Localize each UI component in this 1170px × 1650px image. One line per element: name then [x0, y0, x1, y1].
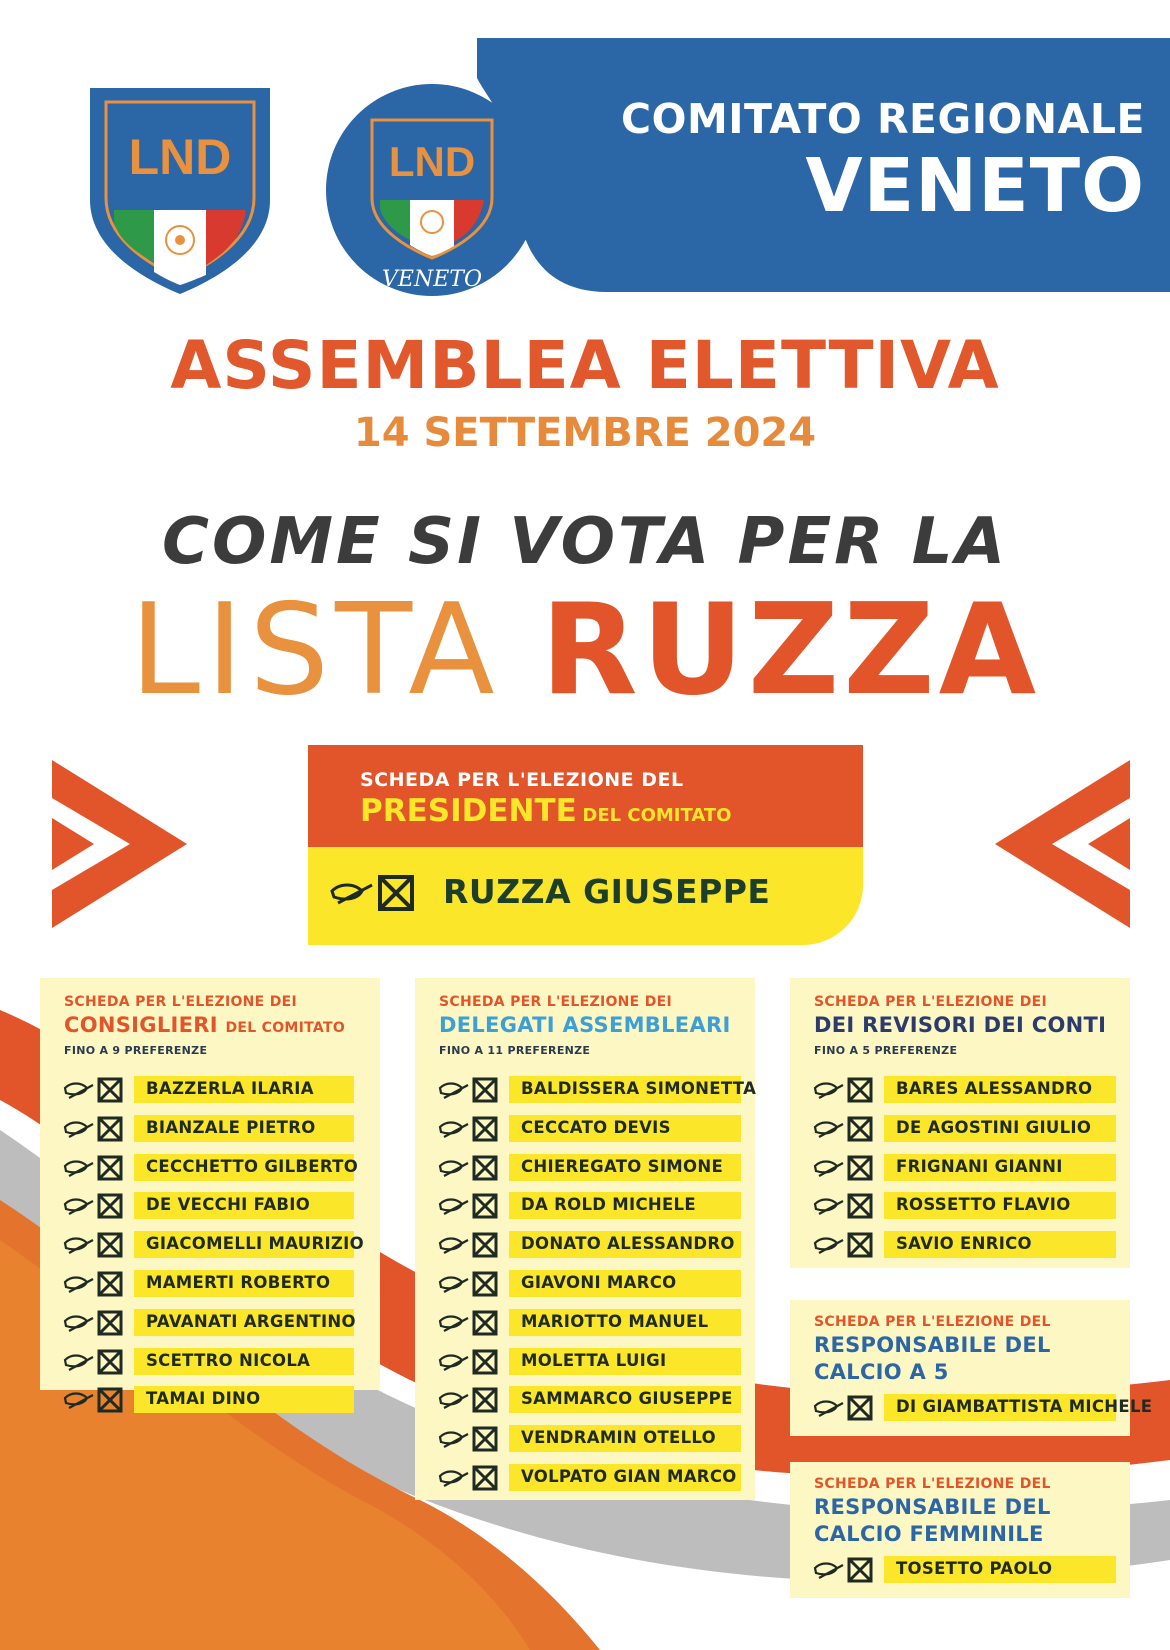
hand-with-pen-and-checkbox-icon — [437, 1464, 499, 1492]
hand-with-pen-and-checkbox-icon — [437, 1192, 499, 1220]
ballot-row — [415, 1229, 755, 1259]
event-date: 14 SETTEMBRE 2024 — [353, 410, 817, 456]
lnd-veneto-round-logo — [322, 80, 542, 300]
double-chevron-right-icon — [52, 760, 187, 928]
hand-with-pen-and-checkbox-icon — [437, 1231, 499, 1259]
candidate-name: CECCATO DEVIS — [521, 1117, 671, 1137]
candidate-bar — [509, 1154, 741, 1181]
femminile-ballot-panel — [790, 1462, 1130, 1598]
hand-with-pen-and-checkbox-icon — [437, 1115, 499, 1143]
candidate-bar — [509, 1270, 741, 1297]
lista-word: LISTA — [129, 576, 501, 723]
candidate-name: SAMMARCO GIUSEPPE — [521, 1389, 733, 1409]
hand-with-pen-and-checkbox-icon — [62, 1348, 124, 1376]
calcio5-head2 — [814, 1332, 1051, 1386]
round-logo-text: LND — [388, 138, 476, 185]
del-comitato-label: DEL COMITATO — [582, 805, 732, 826]
delegati-head1: SCHEDA PER L'ELEZIONE DEI — [439, 994, 673, 1010]
ballot-row — [40, 1113, 380, 1143]
candidate-bar — [884, 1154, 1116, 1181]
femminile-head2 — [814, 1494, 1051, 1548]
candidate-name: TAMAI DINO — [146, 1389, 261, 1409]
ruzza-word: RUZZA — [540, 576, 1041, 723]
hand-with-pen-and-checkbox-icon — [62, 1309, 124, 1337]
candidate-bar — [134, 1076, 354, 1103]
consiglieri-head1: SCHEDA PER L'ELEZIONE DEI — [64, 994, 298, 1010]
assemblea-title: ASSEMBLEA ELETTIVA — [170, 327, 1000, 404]
candidate-bar — [134, 1115, 354, 1142]
candidate-bar — [509, 1386, 741, 1413]
hand-with-pen-and-checkbox-icon — [62, 1154, 124, 1182]
ballot-row — [790, 1113, 1130, 1143]
candidate-name: BIANZALE PIETRO — [146, 1117, 316, 1137]
president-card-line2 — [360, 793, 731, 829]
candidate-name: BALDISSERA SIMONETTA — [521, 1079, 757, 1098]
ballot-row — [415, 1074, 755, 1104]
candidate-name: DE VECCHI FABIO — [146, 1195, 311, 1215]
president-candidate-name: RUZZA GIUSEPPE — [443, 872, 771, 911]
candidate-name: CECCHETTO GILBERTO — [146, 1156, 359, 1176]
title-block — [0, 327, 1170, 456]
hand-with-pen-and-checkbox-icon — [62, 1192, 124, 1220]
ballot-row — [415, 1113, 755, 1143]
hand-with-pen-and-checkbox-icon — [812, 1154, 874, 1182]
candidate-bar — [134, 1309, 354, 1336]
hand-with-pen-and-checkbox-icon — [437, 1309, 499, 1337]
ballot-row — [40, 1346, 380, 1376]
candidate-name: DI GIAMBATTISTA MICHELE — [896, 1397, 1153, 1416]
candidate-bar — [884, 1556, 1116, 1583]
president-card-line1: SCHEDA PER L'ELEZIONE DEL — [360, 769, 684, 791]
president-ballot-card — [308, 745, 863, 945]
calcio5-head2-line1: RESPONSABILE DEL — [814, 1333, 1051, 1357]
ballot-row — [415, 1152, 755, 1182]
hand-with-pen-and-checkbox-icon — [437, 1270, 499, 1298]
ballot-row — [40, 1307, 380, 1337]
candidate-name: FRIGNANI GIANNI — [896, 1156, 1063, 1176]
candidate-name: BARES ALESSANDRO — [896, 1079, 1093, 1098]
candidate-name: CHIEREGATO SIMONE — [521, 1156, 724, 1176]
hand-with-pen-and-checkbox-icon — [437, 1425, 499, 1453]
delegati-preferences: FINO A 11 PREFERENZE — [439, 1044, 591, 1057]
hand-with-pen-and-checkbox-icon — [62, 1115, 124, 1143]
ballot-row — [415, 1268, 755, 1298]
double-chevron-left-icon — [995, 760, 1130, 928]
consiglieri-head2 — [64, 1012, 345, 1042]
candidate-name: MOLETTA LUIGI — [521, 1350, 667, 1370]
femminile-head2-line2: CALCIO FEMMINILE — [814, 1522, 1044, 1546]
ballot-row — [790, 1152, 1130, 1182]
delegati-head2: DELEGATI ASSEMBLEARI — [439, 1013, 731, 1037]
candidate-bar — [509, 1076, 757, 1103]
ballot-row — [415, 1346, 755, 1376]
ballot-row — [40, 1384, 380, 1414]
candidate-name: GIACOMELLI MAURIZIO — [146, 1234, 364, 1254]
revisori-preferences: FINO A 5 PREFERENZE — [814, 1044, 958, 1057]
ballot-row — [415, 1307, 755, 1337]
candidate-name: MAMERTI ROBERTO — [146, 1273, 331, 1292]
revisori-ballot-panel — [790, 978, 1130, 1268]
candidate-bar — [884, 1394, 1153, 1421]
ballot-row — [415, 1423, 755, 1453]
ballot-row — [40, 1190, 380, 1220]
candidate-name: DE AGOSTINI GIULIO — [896, 1117, 1092, 1137]
hand-with-pen-and-checkbox-icon — [812, 1231, 874, 1259]
candidate-bar — [884, 1231, 1116, 1258]
round-logo-caption: VENETO — [382, 267, 482, 292]
delegati-ballot-panel — [415, 978, 755, 1500]
hand-with-pen-and-checkbox-icon — [812, 1115, 874, 1143]
candidate-bar — [509, 1231, 741, 1258]
shield-logo-text: LND — [128, 129, 232, 185]
consiglieri-label: CONSIGLIERI — [64, 1013, 218, 1037]
candidate-bar — [509, 1464, 741, 1491]
consiglieri-ballot-panel — [40, 978, 380, 1409]
calcio5-head2-line2: CALCIO A 5 — [814, 1360, 949, 1384]
candidate-name: MARIOTTO MANUEL — [521, 1311, 709, 1331]
lnd-shield-logo — [84, 80, 276, 298]
ballot-row — [790, 1554, 1130, 1584]
calcio5-ballot-panel — [790, 1300, 1153, 1436]
candidate-name: BAZZERLA ILARIA — [146, 1079, 314, 1098]
hand-with-pen-and-checkbox-icon — [62, 1076, 124, 1104]
lista-ruzza-heading — [0, 576, 1170, 723]
header-title — [560, 95, 1145, 229]
ballot-row — [790, 1190, 1130, 1220]
hand-with-pen-and-checkbox-icon — [812, 1192, 874, 1220]
candidate-bar — [509, 1309, 741, 1336]
hand-with-pen-and-checkbox-icon — [437, 1076, 499, 1104]
president-label: PRESIDENTE — [360, 793, 577, 829]
revisori-head1: SCHEDA PER L'ELEZIONE DEI — [814, 994, 1048, 1010]
candidate-name: SAVIO ENRICO — [896, 1234, 1032, 1254]
ballot-row — [415, 1190, 755, 1220]
header-line-2: VENETO — [805, 143, 1145, 229]
candidate-bar — [884, 1076, 1116, 1103]
candidate-name: SCETTRO NICOLA — [146, 1350, 311, 1370]
candidate-name: DA ROLD MICHELE — [521, 1195, 696, 1215]
candidate-bar — [509, 1192, 741, 1219]
consiglieri-del-comitato-label: DEL COMITATO — [225, 1020, 346, 1036]
ballot-row — [790, 1229, 1130, 1259]
candidate-bar — [509, 1348, 741, 1375]
hand-with-pen-and-checkbox-icon — [812, 1556, 874, 1584]
hand-with-pen-and-checkbox-icon — [328, 873, 418, 913]
hand-with-pen-and-checkbox-icon — [62, 1270, 124, 1298]
hand-with-pen-and-checkbox-icon — [437, 1386, 499, 1414]
hand-with-pen-and-checkbox-icon — [437, 1348, 499, 1376]
candidate-name: VENDRAMIN OTELLO — [521, 1428, 716, 1448]
candidate-bar — [134, 1192, 354, 1219]
ballot-row — [40, 1229, 380, 1259]
femminile-head2-line1: RESPONSABILE DEL — [814, 1495, 1051, 1519]
candidate-bar — [134, 1154, 359, 1181]
header-line-1: COMITATO REGIONALE — [621, 95, 1145, 143]
candidate-name: TOSETTO PAOLO — [896, 1559, 1053, 1578]
candidate-bar — [509, 1115, 741, 1142]
come-si-vota-heading: COME SI VOTA PER LA — [161, 505, 1009, 579]
candidate-bar — [509, 1425, 741, 1452]
hand-with-pen-and-checkbox-icon — [62, 1231, 124, 1259]
ballot-row — [790, 1074, 1130, 1104]
ballot-row — [415, 1384, 755, 1414]
hand-with-pen-and-checkbox-icon — [812, 1076, 874, 1104]
revisori-head2: DEI REVISORI DEI CONTI — [814, 1013, 1107, 1037]
candidate-bar — [884, 1192, 1116, 1219]
consiglieri-preferences: FINO A 9 PREFERENZE — [64, 1044, 208, 1057]
calcio5-head1: SCHEDA PER L'ELEZIONE DEL — [814, 1314, 1051, 1330]
ballot-row — [40, 1152, 380, 1182]
hand-with-pen-and-checkbox-icon — [812, 1394, 874, 1422]
candidate-name: ROSSETTO FLAVIO — [896, 1195, 1071, 1215]
hand-with-pen-and-checkbox-icon — [437, 1154, 499, 1182]
candidate-name: PAVANATI ARGENTINO — [146, 1311, 356, 1331]
candidate-bar — [134, 1270, 354, 1297]
ballot-row — [40, 1268, 380, 1298]
candidate-bar — [134, 1348, 354, 1375]
candidate-name: DONATO ALESSANDRO — [521, 1234, 735, 1254]
candidate-bar — [134, 1386, 354, 1413]
ballot-row — [40, 1074, 380, 1104]
ballot-row — [415, 1462, 755, 1492]
candidate-name: VOLPATO GIAN MARCO — [521, 1467, 737, 1486]
candidate-bar — [134, 1231, 364, 1258]
hand-with-pen-and-checkbox-icon — [62, 1386, 124, 1414]
ballot-row — [790, 1392, 1153, 1422]
candidate-bar — [884, 1115, 1116, 1142]
femminile-head1: SCHEDA PER L'ELEZIONE DEL — [814, 1476, 1051, 1492]
candidate-name: GIAVONI MARCO — [521, 1273, 677, 1292]
